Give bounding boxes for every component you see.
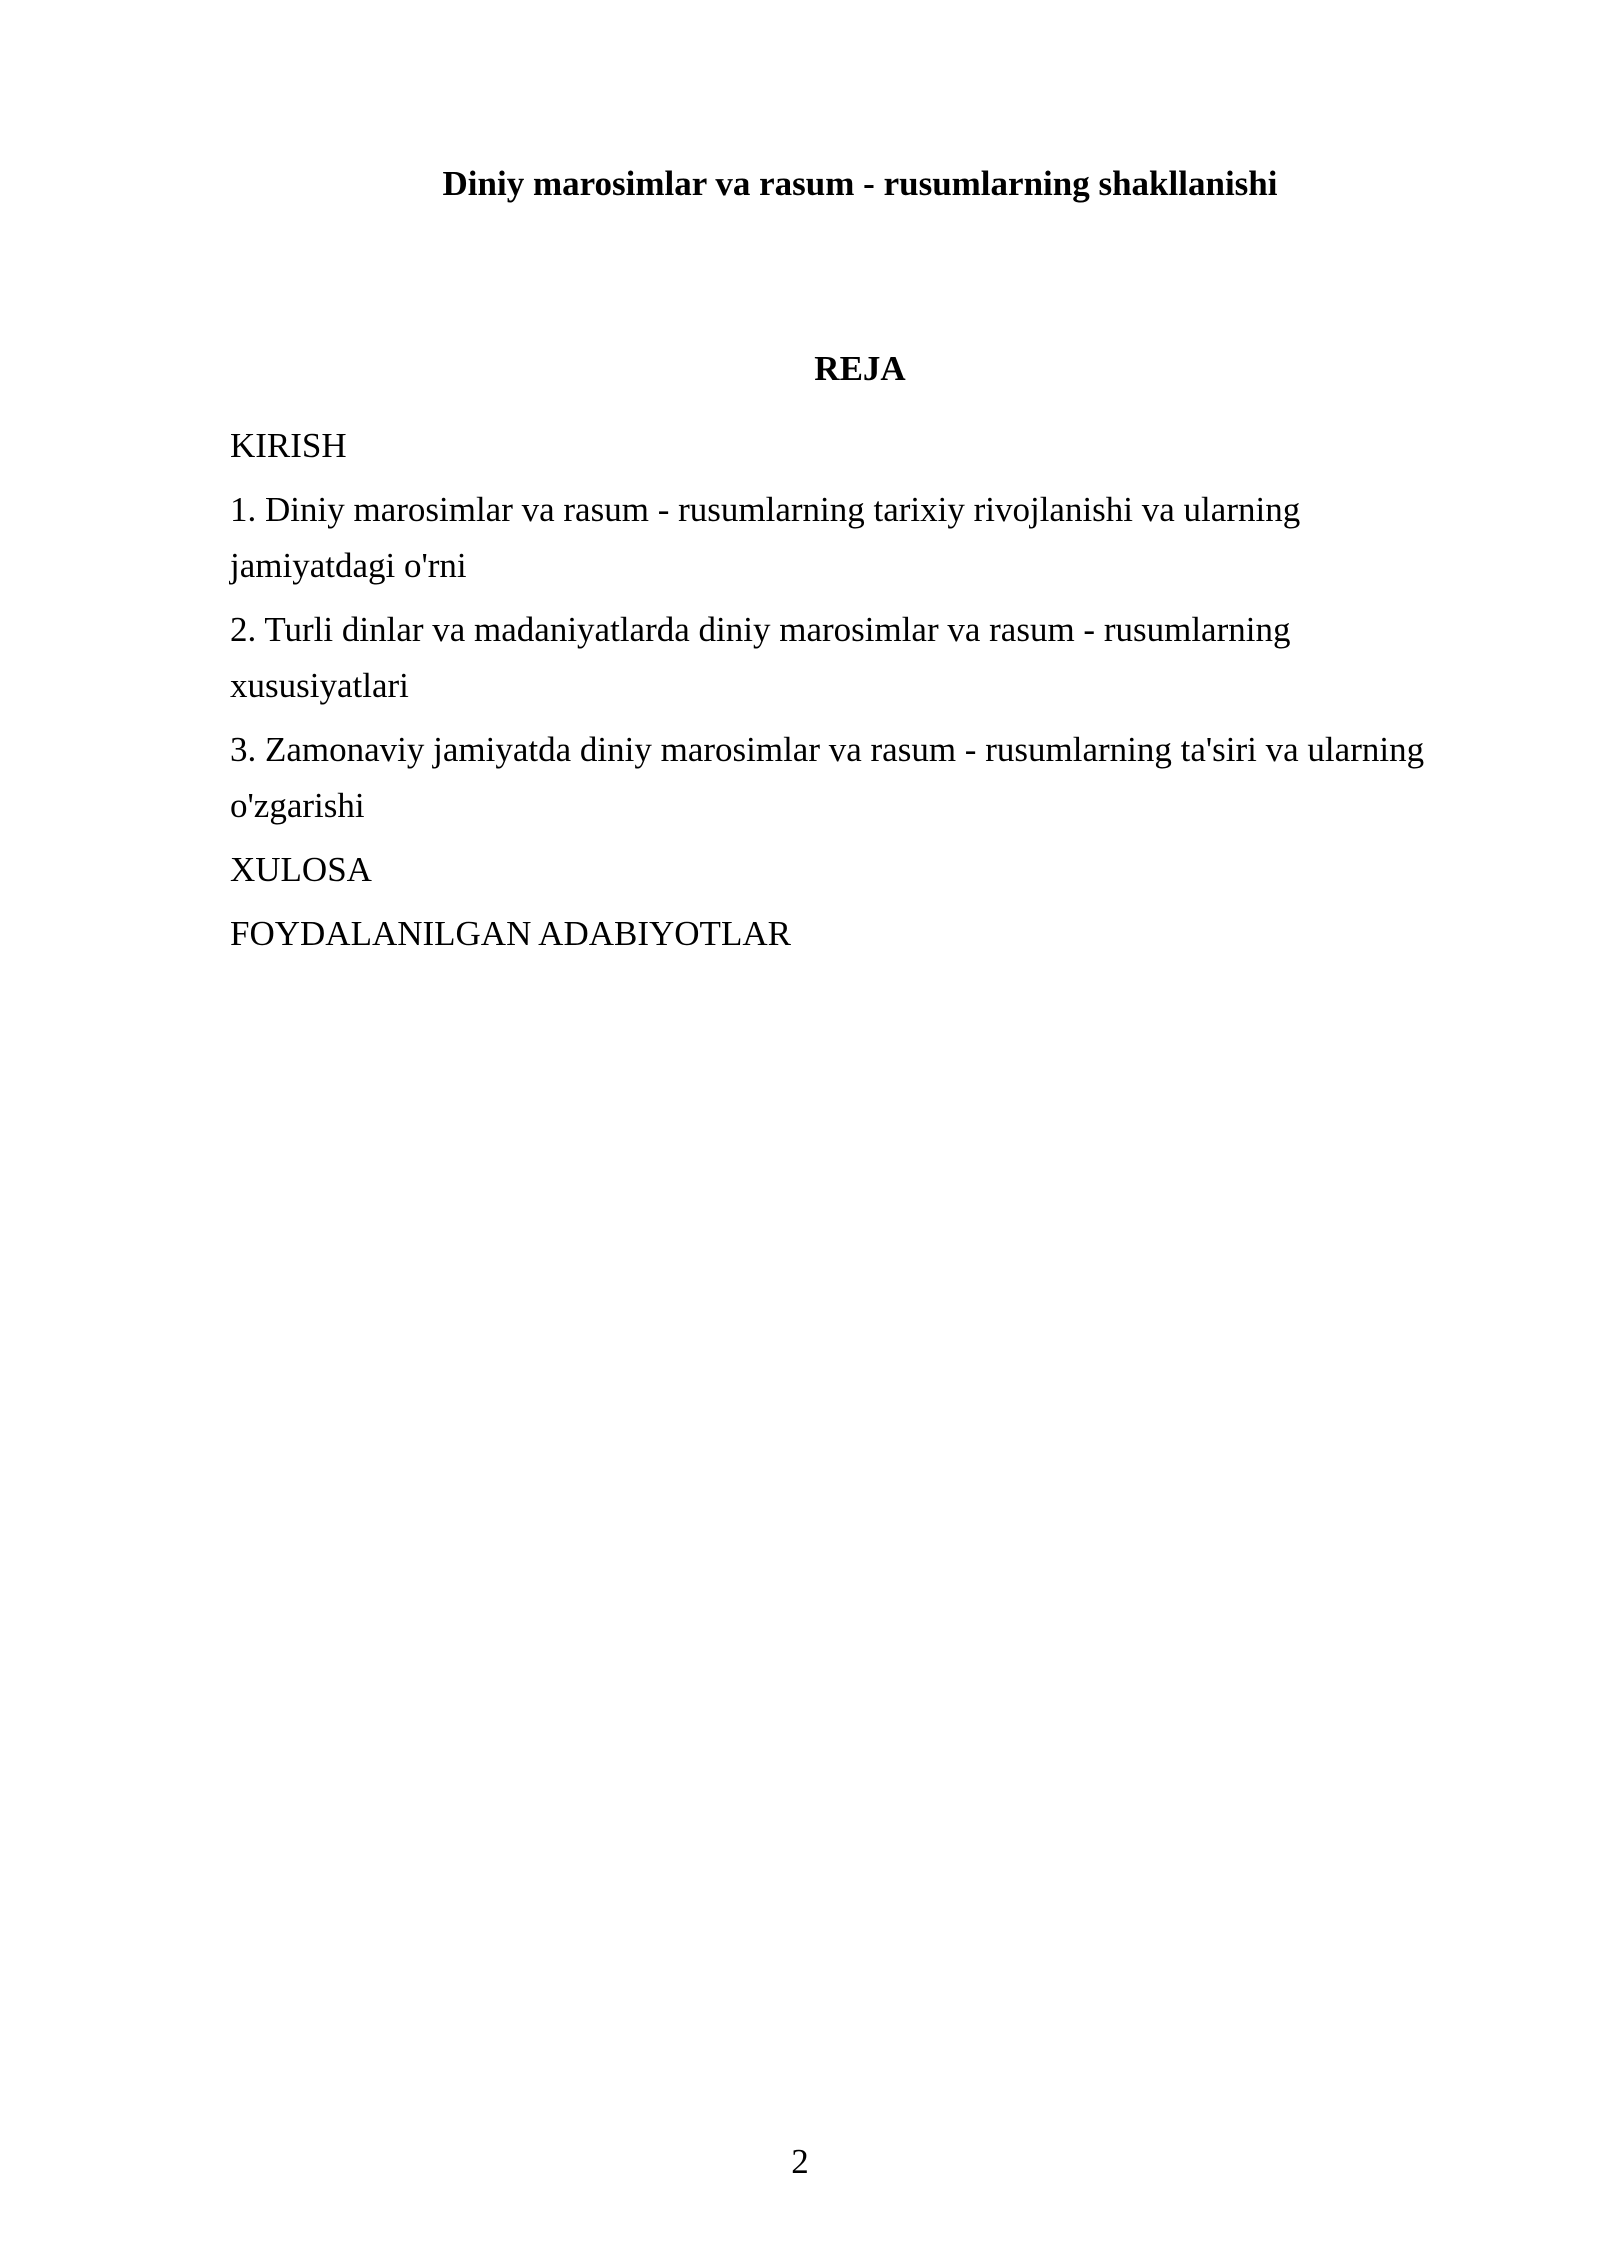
document-title: Diniy marosimlar va rasum - rusumlarning shakllanishi (442, 164, 1278, 203)
plan-item-references: FOYDALANILGAN ADABIYOTLAR (230, 914, 791, 953)
plan-item-conclusion: XULOSA (230, 850, 372, 889)
plan-item-introduction: KIRISH (230, 426, 347, 465)
page-number: 2 (791, 2142, 809, 2181)
plan-heading: REJA (814, 349, 906, 388)
plan-list (230, 418, 1430, 970)
plan-item-1: 1. Diniy marosimlar va rasum - rusumlarning tarixiy rivojlanishi va ularning jamiyatdagi o'rni (230, 490, 1301, 585)
plan-item-3: 3. Zamonaviy jamiyatda diniy marosimlar va rasum - rusumlarning ta'siri va ularning o'zgarishi (230, 730, 1425, 825)
plan-item-2: 2. Turli dinlar va madaniyatlarda diniy marosimlar va rasum - rusumlarning xususiyatlari (230, 610, 1291, 705)
